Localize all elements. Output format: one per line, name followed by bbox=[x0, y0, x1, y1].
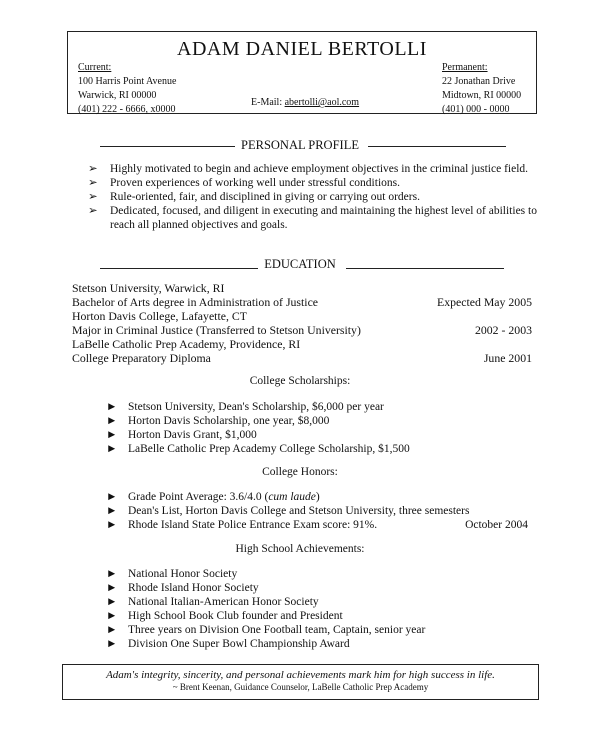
permanent-street: 22 Jonathan Drive bbox=[442, 76, 516, 87]
school-place: Warwick, RI bbox=[161, 281, 225, 295]
list-item: ► National Italian-American Honor Society bbox=[106, 596, 319, 608]
degree-date: June 2001 bbox=[483, 351, 532, 365]
list-item: ► Three years on Division One Football team, Captain, senior year bbox=[106, 624, 426, 636]
list-item: ► Rhode Island Honor Society bbox=[106, 582, 259, 594]
triangle-bullet-icon: ► bbox=[106, 638, 118, 650]
triangle-bullet-icon: ► bbox=[106, 519, 118, 531]
triangle-bullet-icon: ► bbox=[106, 491, 118, 503]
arrow-bullet-icon: ➢ bbox=[88, 177, 98, 189]
triangle-bullet-icon: ► bbox=[106, 610, 118, 622]
degree-row: College Preparatory Diploma June 2001 bbox=[72, 351, 532, 365]
school-place: Providence, RI bbox=[226, 337, 301, 351]
school-row bbox=[72, 337, 532, 351]
degree-date: 2002 - 2003 bbox=[474, 323, 532, 337]
resume-name: ADAM DANIEL BERTOLLI bbox=[177, 38, 427, 60]
scholarships-list bbox=[106, 400, 536, 456]
triangle-bullet-icon: ► bbox=[106, 505, 118, 517]
list-item: ► Dean's List, Horton Davis College and Stetson University, three semesters bbox=[106, 505, 470, 517]
degree-row: Major in Criminal Justice (Transferred to Stetson University) 2002 - 2003 bbox=[72, 323, 532, 337]
list-item: ➢ Rule-oriented, fair, and disciplined in giving or carrying out orders. bbox=[88, 191, 420, 203]
recommendation-quote-box bbox=[62, 664, 539, 700]
list-item: ► Stetson University, Dean's Scholarship, $6,000 per year bbox=[106, 401, 384, 413]
degree-field: Administration of Justice bbox=[198, 295, 319, 309]
high-school-heading: High School Achievements: bbox=[235, 543, 365, 555]
arrow-bullet-icon: ➢ bbox=[88, 191, 98, 203]
degree-field: Criminal Justice bbox=[115, 323, 193, 337]
list-item: ► Horton Davis Scholarship, one year, $8,000 bbox=[106, 415, 330, 427]
high-school-list bbox=[106, 567, 536, 651]
list-item: ➢ Proven experiences of working well under stressful conditions. bbox=[88, 177, 400, 189]
triangle-bullet-icon: ► bbox=[106, 624, 118, 636]
list-item: ➢ Dedicated, focused, and diligent in executing and maintaining the highest level of abilities to reach all planned objectives and goals. bbox=[88, 205, 537, 231]
honors-list bbox=[106, 490, 536, 532]
recommendation-attribution: ~ Brent Keenan, Guidance Counselor, LaBelle Catholic Prep Academy bbox=[172, 682, 429, 692]
school-row bbox=[72, 309, 532, 323]
contact-header bbox=[67, 31, 537, 114]
current-street: 100 Harris Point Avenue bbox=[78, 76, 177, 87]
arrow-bullet-icon: ➢ bbox=[88, 205, 98, 217]
permanent-city: Midtown, RI 00000 bbox=[442, 90, 522, 101]
triangle-bullet-icon: ► bbox=[106, 415, 118, 427]
triangle-bullet-icon: ► bbox=[106, 429, 118, 441]
triangle-bullet-icon: ► bbox=[106, 582, 118, 594]
email-line bbox=[251, 96, 359, 110]
permanent-address bbox=[442, 61, 521, 117]
school-name: Horton Davis College, bbox=[72, 309, 179, 323]
list-item: ► National Honor Society bbox=[106, 568, 238, 580]
email-link[interactable]: abertolli@aol.com bbox=[284, 97, 360, 108]
triangle-bullet-icon: ► bbox=[106, 596, 118, 608]
school-row bbox=[72, 281, 532, 295]
permanent-phone: (401) 000 - 0000 bbox=[442, 104, 510, 115]
list-item: ► Horton Davis Grant, $1,000 bbox=[106, 429, 257, 441]
recommendation-quote: Adam's integrity, sincerity, and personal achievements mark him for high success in life. bbox=[106, 669, 495, 681]
triangle-bullet-icon: ► bbox=[106, 401, 118, 413]
list-item: ► Division One Super Bowl Championship Award bbox=[106, 638, 350, 650]
school-name: LaBelle Catholic Prep Academy, bbox=[72, 337, 227, 351]
degree-date: Expected May 2005 bbox=[436, 295, 532, 309]
school-name: Stetson University, bbox=[72, 281, 162, 295]
list-item: ► Grade Point Average: 3.6/4.0 (cum laude) bbox=[106, 491, 320, 503]
degree-row: Bachelor of Arts degree in Administration of Justice Expected May 2005 bbox=[72, 295, 532, 309]
current-address bbox=[78, 61, 176, 117]
profile-heading: PERSONAL PROFILE bbox=[0, 138, 600, 153]
profile-list bbox=[88, 162, 538, 232]
school-place: Lafayette, CT bbox=[178, 309, 247, 323]
current-city: Warwick, RI 00000 bbox=[78, 90, 157, 101]
education-heading: EDUCATION bbox=[0, 257, 600, 272]
permanent-label: Permanent: bbox=[442, 62, 488, 73]
arrow-bullet-icon: ➢ bbox=[88, 163, 98, 175]
scholarships-heading: College Scholarships: bbox=[249, 375, 351, 387]
triangle-bullet-icon: ► bbox=[106, 443, 118, 455]
list-item: ► LaBelle Catholic Prep Academy College Scholarship, $1,500 bbox=[106, 443, 410, 455]
email-label: E-Mail: bbox=[251, 97, 283, 108]
current-phone: (401) 222 - 6666, x0000 bbox=[78, 104, 176, 115]
list-item: ► Rhode Island State Police Entrance Exam score: 91%. October 2004 bbox=[106, 519, 528, 531]
list-item: ► High School Book Club founder and President bbox=[106, 610, 343, 622]
current-label: Current: bbox=[78, 62, 112, 73]
triangle-bullet-icon: ► bbox=[106, 568, 118, 580]
honors-heading: College Honors: bbox=[262, 466, 338, 478]
exam-date: October 2004 bbox=[465, 519, 528, 531]
list-item: ➢ Highly motivated to begin and achieve employment objectives in the criminal justice field. bbox=[88, 163, 529, 175]
